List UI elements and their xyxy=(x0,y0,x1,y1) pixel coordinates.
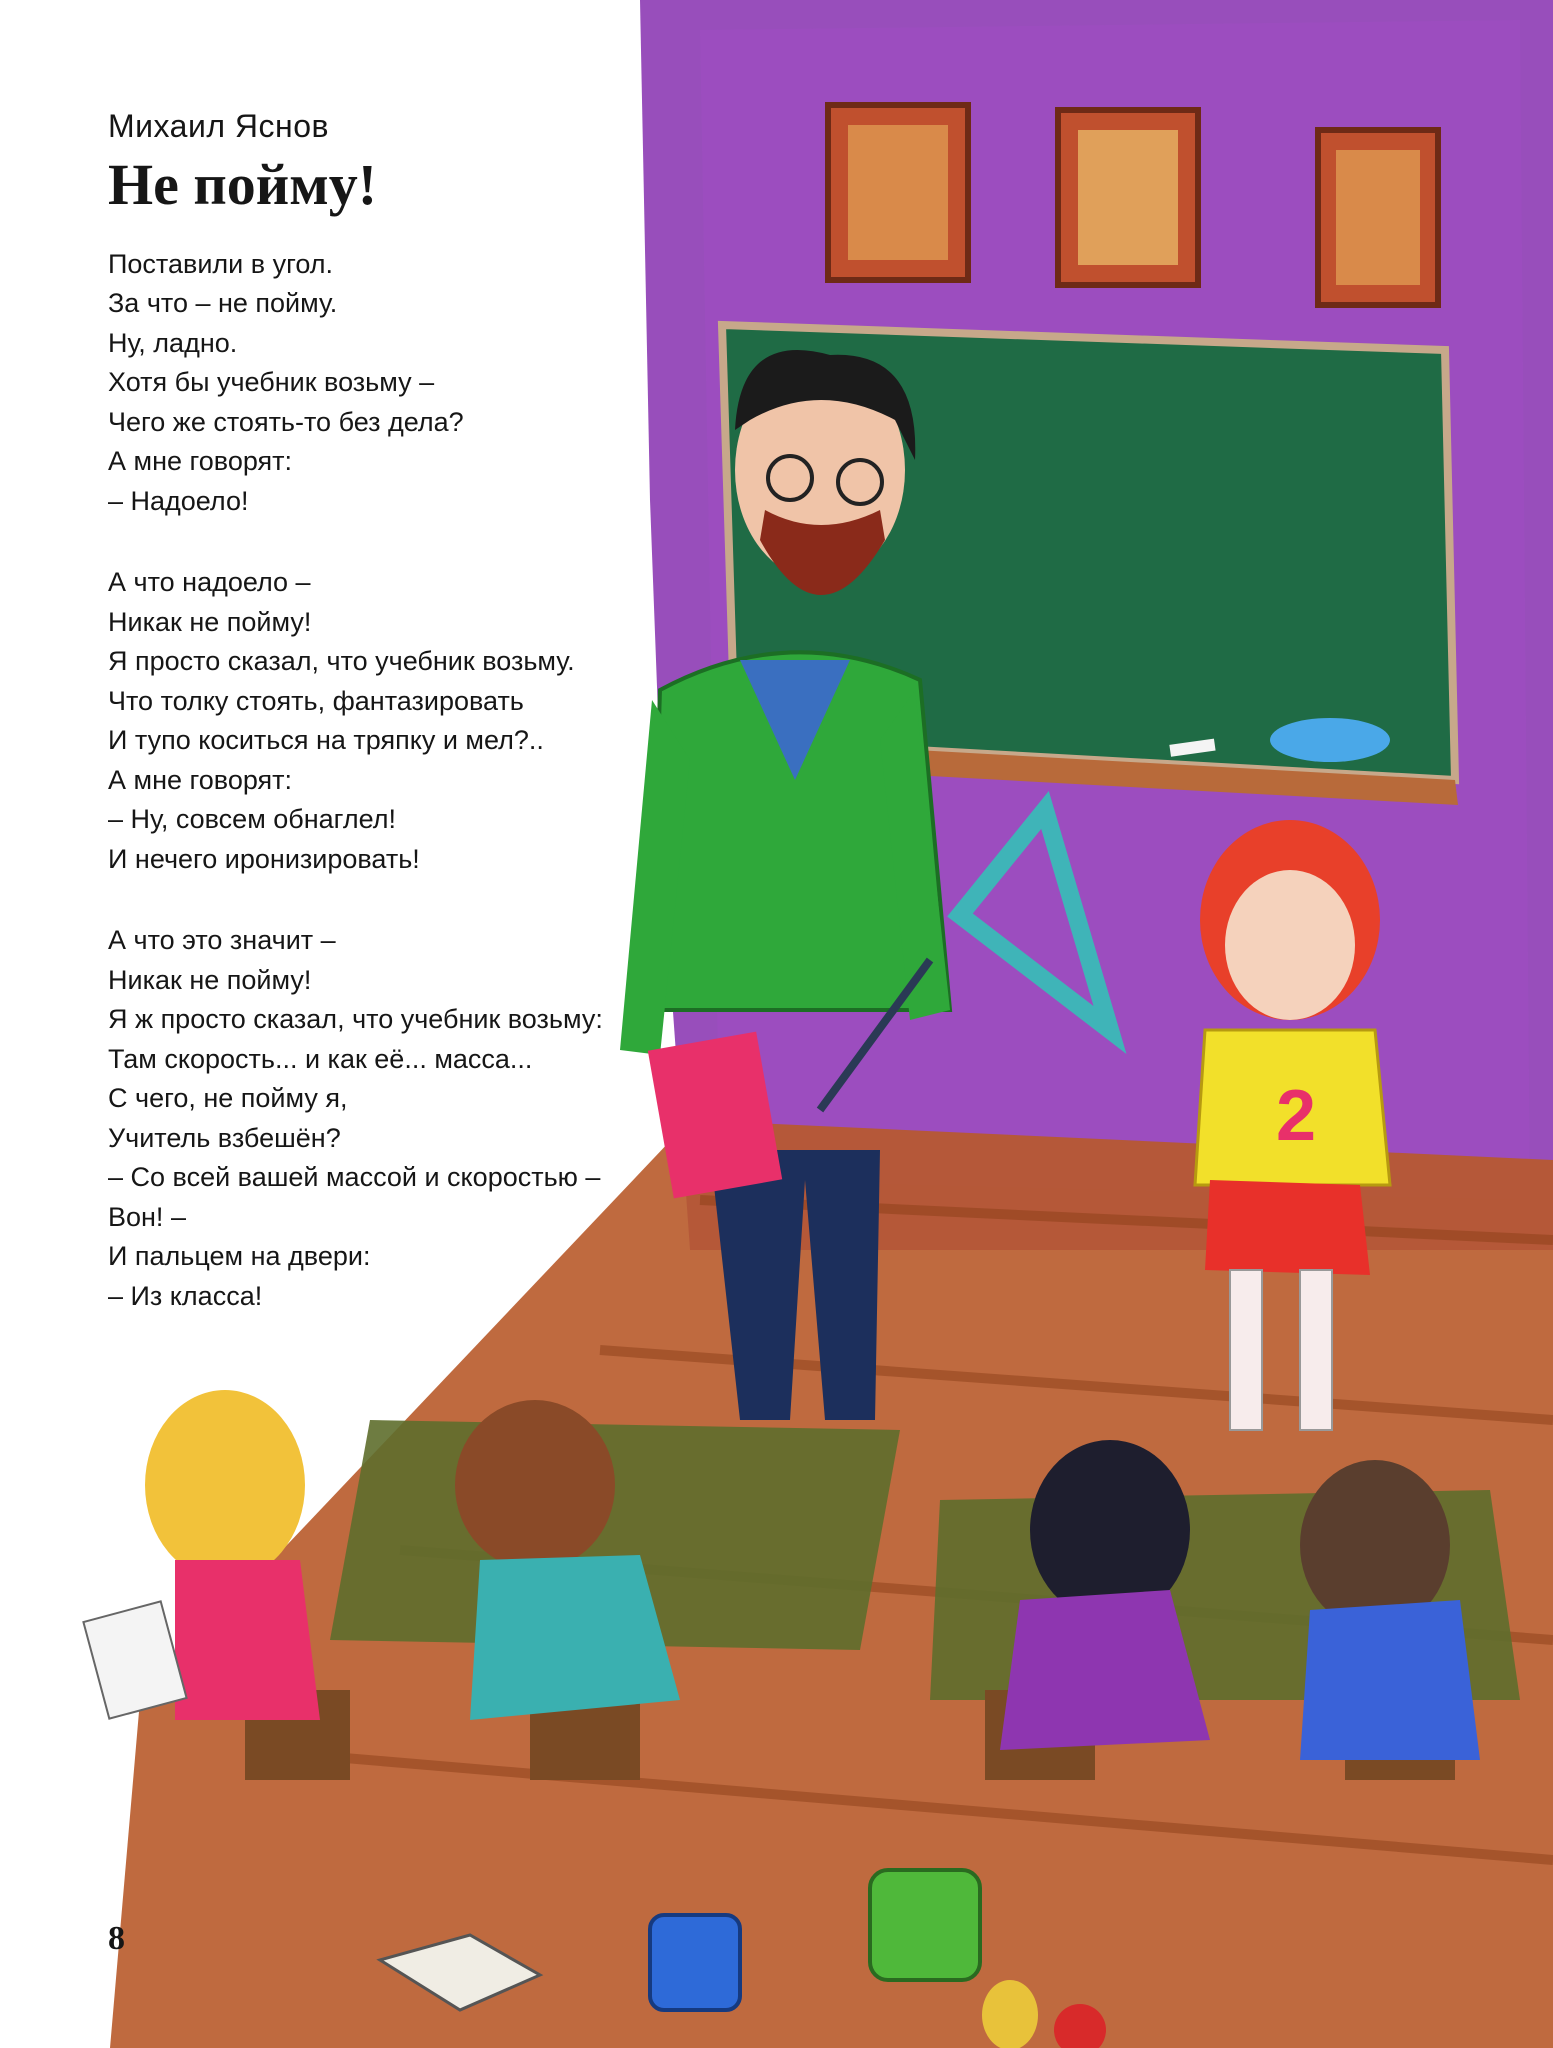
poem-stanza xyxy=(108,921,708,1316)
poem-line: – Надоело! xyxy=(108,485,249,516)
poem-line: – Ну, совсем обнаглел! xyxy=(108,804,397,835)
poem-title: Не пойму! xyxy=(108,152,378,217)
poem-line: Вон! – xyxy=(108,1201,186,1232)
poem-line: А мне говорят: xyxy=(108,764,293,795)
poem-line: Поставили в угол. xyxy=(108,248,334,279)
poem-line: И пальцем на двери: xyxy=(108,1241,371,1272)
poem-line: С чего, не пойму я, xyxy=(108,1083,348,1114)
author-name: Михаил Яснов xyxy=(108,108,329,144)
poem-line: А мне говорят: xyxy=(108,446,293,477)
poem-line: Что толку стоять, фантазировать xyxy=(108,685,524,716)
poem-line: Чего же стоять-то без дела? xyxy=(108,406,464,437)
poem-line: За что – не пойму. xyxy=(108,288,338,319)
poem-line: Хотя бы учебник возьму – xyxy=(108,367,435,398)
poem-line: Там скорость... и как её... масса... xyxy=(108,1043,533,1074)
poem-line: Никак не пойму! xyxy=(108,606,312,637)
poem-stanza xyxy=(108,245,708,522)
poem-line: Я просто сказал, что учебник возьму. xyxy=(108,646,575,677)
poem-line: И тупо коситься на тряпку и мел?.. xyxy=(108,725,544,756)
poem-stanza xyxy=(108,563,708,879)
poem-block xyxy=(108,108,708,1358)
poem-line: Никак не пойму! xyxy=(108,964,312,995)
page-number: 8 xyxy=(108,1920,125,1957)
poem-line: А что это значит – xyxy=(108,925,336,956)
portrait-frames xyxy=(828,105,1438,305)
poem-line: – Со всей вашей массой и скоростью – xyxy=(108,1162,601,1193)
poem-line: – Из класса! xyxy=(108,1280,263,1311)
poem-line: Я ж просто сказал, что учебник возьму: xyxy=(108,1004,603,1035)
shirt-number: 2 xyxy=(1276,1076,1317,1156)
poem-line: Ну, ладно. xyxy=(108,327,238,358)
poem-line: Учитель взбешён? xyxy=(108,1122,341,1153)
poem-line: А что надоело – xyxy=(108,567,311,598)
poem-line: И нечего иронизировать! xyxy=(108,843,420,874)
